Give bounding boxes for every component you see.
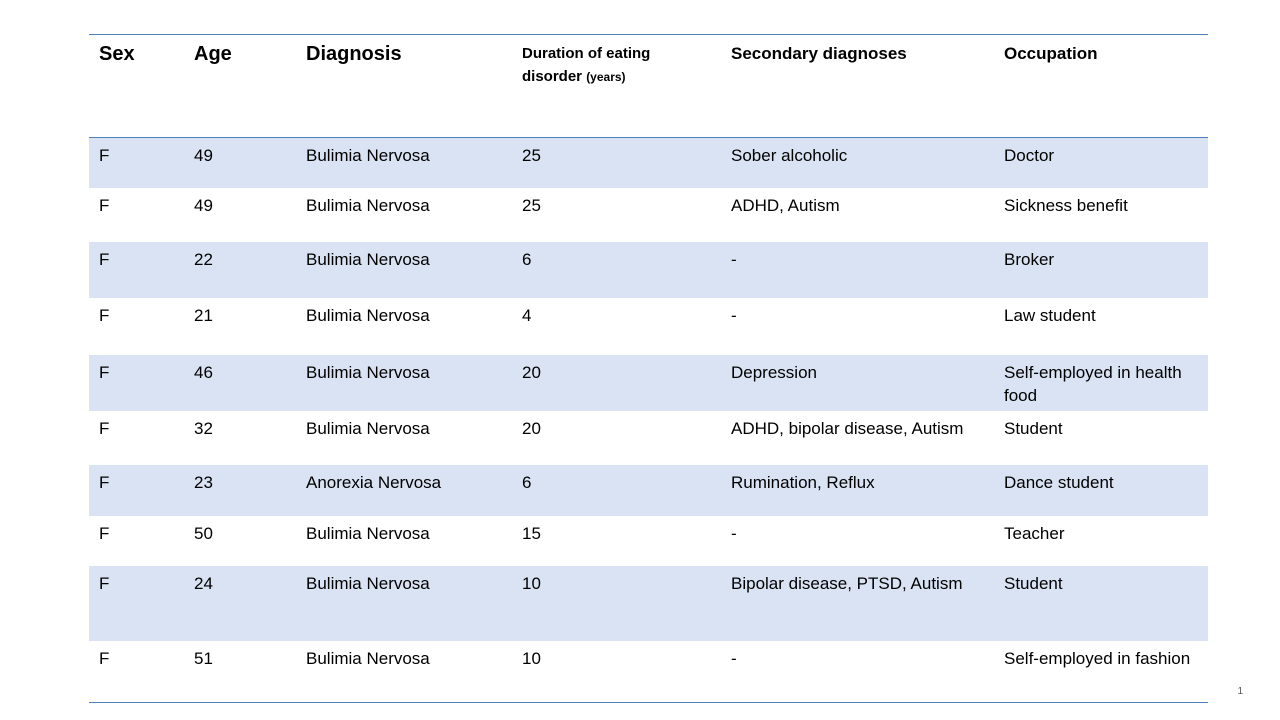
- cell-secondary-diagnoses: -: [731, 250, 737, 269]
- table-row: [89, 242, 1208, 298]
- cell-duration: 6: [522, 250, 532, 269]
- cell-occupation: Law student: [1004, 306, 1096, 325]
- table-row: [89, 138, 1208, 188]
- cell-secondary-diagnoses: -: [731, 306, 737, 325]
- table-row: [89, 465, 1208, 516]
- cell-diagnosis: Bulimia Nervosa: [306, 419, 430, 438]
- cell-duration: 10: [522, 574, 541, 593]
- cell-age: 50: [194, 524, 213, 543]
- cell-age: 49: [194, 196, 213, 215]
- header-secondary-diagnoses: Secondary diagnoses: [731, 44, 907, 63]
- cell-duration: 25: [522, 146, 541, 165]
- cell-age: 46: [194, 363, 213, 382]
- cell-duration: 4: [522, 306, 532, 325]
- cell-diagnosis: Bulimia Nervosa: [306, 524, 430, 543]
- cell-secondary-diagnoses: -: [731, 524, 737, 543]
- cell-sex: F: [99, 196, 110, 215]
- cell-age: 21: [194, 306, 213, 325]
- cell-diagnosis: Bulimia Nervosa: [306, 146, 430, 165]
- cell-duration: 25: [522, 196, 541, 215]
- cell-sex: F: [99, 473, 110, 492]
- header-sex: Sex: [99, 43, 135, 65]
- cell-sex: F: [99, 306, 110, 325]
- cell-diagnosis: Bulimia Nervosa: [306, 649, 430, 668]
- cell-occupation: Sickness benefit: [1004, 196, 1128, 215]
- cell-age: 23: [194, 473, 213, 492]
- cell-sex: F: [99, 250, 110, 269]
- header-occupation: Occupation: [1004, 44, 1098, 63]
- header-duration: [522, 42, 692, 89]
- cell-diagnosis: Anorexia Nervosa: [306, 473, 442, 492]
- cell-diagnosis: Bulimia Nervosa: [306, 574, 430, 593]
- cell-secondary-diagnoses: Depression: [731, 363, 817, 382]
- table-bottom-rule: [89, 702, 1208, 703]
- cell-secondary-diagnoses: ADHD, bipolar disease, Autism: [731, 419, 964, 438]
- cell-duration: 10: [522, 649, 541, 668]
- cell-age: 24: [194, 574, 213, 593]
- cell-diagnosis: Bulimia Nervosa: [306, 250, 430, 269]
- cell-sex: F: [99, 363, 110, 382]
- cell-secondary-diagnoses: ADHD, Autism: [731, 196, 840, 215]
- cell-duration: 15: [522, 524, 541, 543]
- header-age: Age: [194, 43, 232, 65]
- cell-age: 49: [194, 146, 213, 165]
- cell-occupation: Self-employed in health food: [1004, 363, 1182, 405]
- cell-sex: F: [99, 574, 110, 593]
- cell-occupation: Student: [1004, 574, 1063, 593]
- header-duration-label: Duration of eating disorder: [522, 45, 651, 85]
- page-number: 1: [1237, 686, 1243, 697]
- table-row: [89, 188, 1208, 242]
- cell-duration: 20: [522, 419, 541, 438]
- cell-occupation: Broker: [1004, 250, 1055, 269]
- cell-secondary-diagnoses: Bipolar disease, PTSD, Autism: [731, 574, 963, 593]
- cell-occupation: Teacher: [1004, 524, 1065, 543]
- table-row: [89, 641, 1208, 702]
- cell-duration: 6: [522, 473, 532, 492]
- cell-sex: F: [99, 146, 110, 165]
- cell-age: 51: [194, 649, 213, 668]
- cell-occupation: Self-employed in fashion: [1004, 649, 1191, 668]
- cell-secondary-diagnoses: Rumination, Reflux: [731, 473, 875, 492]
- cell-occupation: Dance student: [1004, 473, 1114, 492]
- table-row: [89, 516, 1208, 566]
- table-row: [89, 298, 1208, 355]
- cell-diagnosis: Bulimia Nervosa: [306, 363, 430, 382]
- cell-secondary-diagnoses: Sober alcoholic: [731, 146, 848, 165]
- cell-occupation: Student: [1004, 419, 1063, 438]
- cell-sex: F: [99, 419, 110, 438]
- cell-age: 32: [194, 419, 213, 438]
- cell-diagnosis: Bulimia Nervosa: [306, 196, 430, 215]
- table-row: [89, 355, 1208, 411]
- cell-occupation: Doctor: [1004, 146, 1055, 165]
- table-header-row: [89, 35, 1208, 137]
- header-duration-unit: (years): [586, 70, 626, 84]
- cell-duration: 20: [522, 363, 541, 382]
- table-row: [89, 411, 1208, 465]
- cell-secondary-diagnoses: -: [731, 649, 737, 668]
- table-row: [89, 566, 1208, 641]
- header-diagnosis: Diagnosis: [306, 43, 402, 65]
- cell-diagnosis: Bulimia Nervosa: [306, 306, 430, 325]
- cell-age: 22: [194, 250, 213, 269]
- cell-sex: F: [99, 649, 110, 668]
- cell-sex: F: [99, 524, 110, 543]
